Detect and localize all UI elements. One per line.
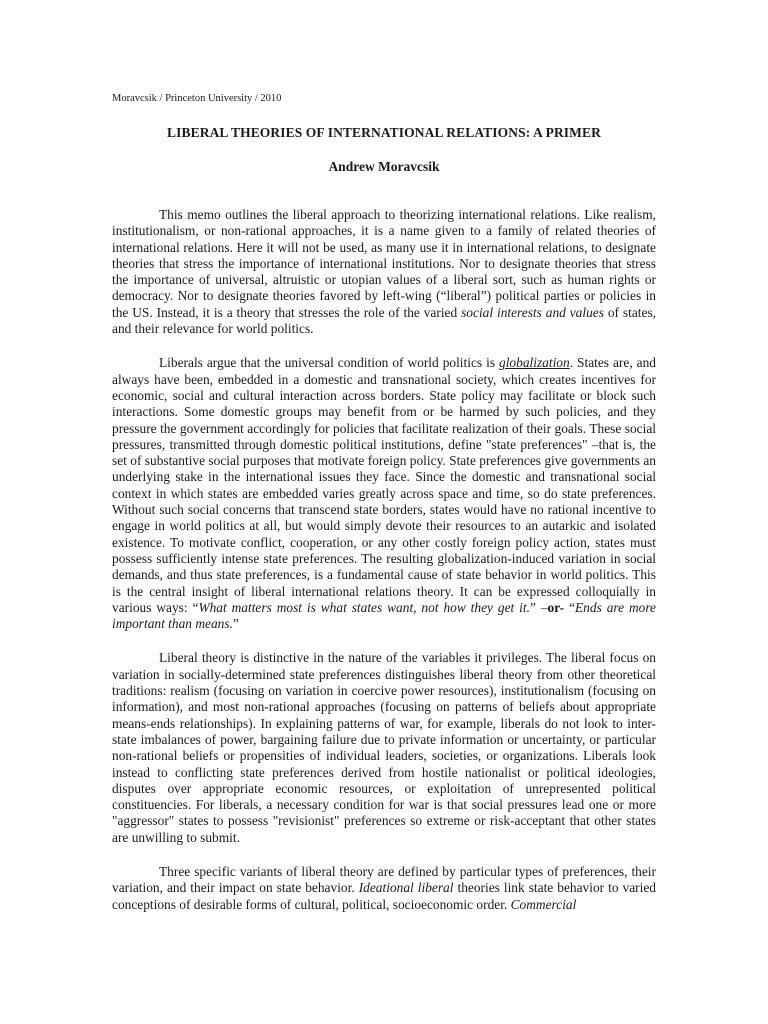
quote-ends-means: Ends are more important than means. <box>112 599 656 632</box>
emphasis-commercial: Commercial <box>510 896 577 912</box>
quote-what-matters: What matters most is what states want, not how they get it. <box>198 599 530 615</box>
paragraph-4: Three specific variants of liberal theory are defined by particular types of preferences, their variation, and their impact on state behavior. Ideational liberal theories link state behavior to varied conceptions of desirable forms of cultural, political, socioeconomic order. Commercial <box>112 863 656 912</box>
paragraph-2: Liberals argue that the universal condition of world politics is globalization. States are, and always have been, embedded in a domestic and transnational society, which creates incentives for economic, social and cultural interaction across borders. State policy may facilitate or block such interactions. Some domestic groups may benefit from or be harmed by such policies, and they pressure the government accordingly for policies that facilitate realization of their goals. These social pressures, transmitted through domestic political institutions, define "state preferences" –that is, the set of substantive social purposes that motivate foreign policy. State preferences give governments an underlying stake in the international issues they face. Since the domestic and transnational social context in which states are embedded varies greatly across space and time, so do state preferences. Without such social concerns that transcend state borders, states would have no rational incentive to engage in world politics at all, but would simply devote their resources to an autarkic and isolated existence. To motivate conflict, cooperation, or any other costly foreign policy action, states must possess sufficiently intense state preferences. The resulting globalization-induced variation in social demands, and thus state preferences, is a fundamental cause of state behavior in world politics. This is the central insight of liberal international relations theory. It can be expressed colloquially in various ways: “What matters most is what states want, not how they get it.” –or- “Ends are more important than means.” <box>112 355 657 632</box>
author-name: Andrew Moravcsik <box>328 159 440 174</box>
running-header: Moravcsik / Princeton University / 2010 <box>112 93 282 104</box>
paragraph-3: Liberal theory is distinctive in the nature of the variables it privileges. The liberal focus on variation in socially-determined state preferences distinguishes liberal theory from other theoretical traditions: realism (focusing on variation in coercive power resources), institutionalism (focusing on information), and most non-rational approaches (focusing on patterns of beliefs about appropriate means-ends relationships). In explaining patterns of war, for example, liberals do not look to inter-state imbalances of power, bargaining failure due to private information or uncertainty, or particular non-rational beliefs or propensities of individual leaders, societies, or organizations. Liberals look instead to conflicting state preferences derived from hostile nationalist or political ideologies, disputes over appropriate economic resources, or exploitation of unrepresented political constituencies. For liberals, a necessary condition for war is that social pressures lead one or more "aggressor" states to possess "revisionist" preferences so extreme or risk-acceptant that other states are unwilling to submit. <box>112 650 656 845</box>
bold-or: or- <box>547 599 565 615</box>
emphasis-social-interests: social interests and values <box>461 304 604 320</box>
emphasis-globalization: globalization <box>499 355 570 371</box>
emphasis-ideational-liberal: Ideational liberal <box>358 880 454 896</box>
paragraph-1: This memo outlines the liberal approach to theorizing international relations. Like realism, institutionalism, or non-rational approaches, it is a name given to a family of related theories of international relations. Here it will not be used, as many use it in international relations, to designate theories that stress the importance of international institutions. Nor to designate theories that stress the importance of universal, altruistic or utopian values of a liberal sort, such as human rights or democracy. Nor to designate theories favored by left-wing (“liberal”) political parties or policies in the US. Instead, it is a theory that stresses the role of the varied social interests and values of states, and their relevance for world politics. <box>112 207 657 337</box>
document-title: LIBERAL THEORIES OF INTERNATIONAL RELATIONS: A PRIMER <box>167 125 601 140</box>
